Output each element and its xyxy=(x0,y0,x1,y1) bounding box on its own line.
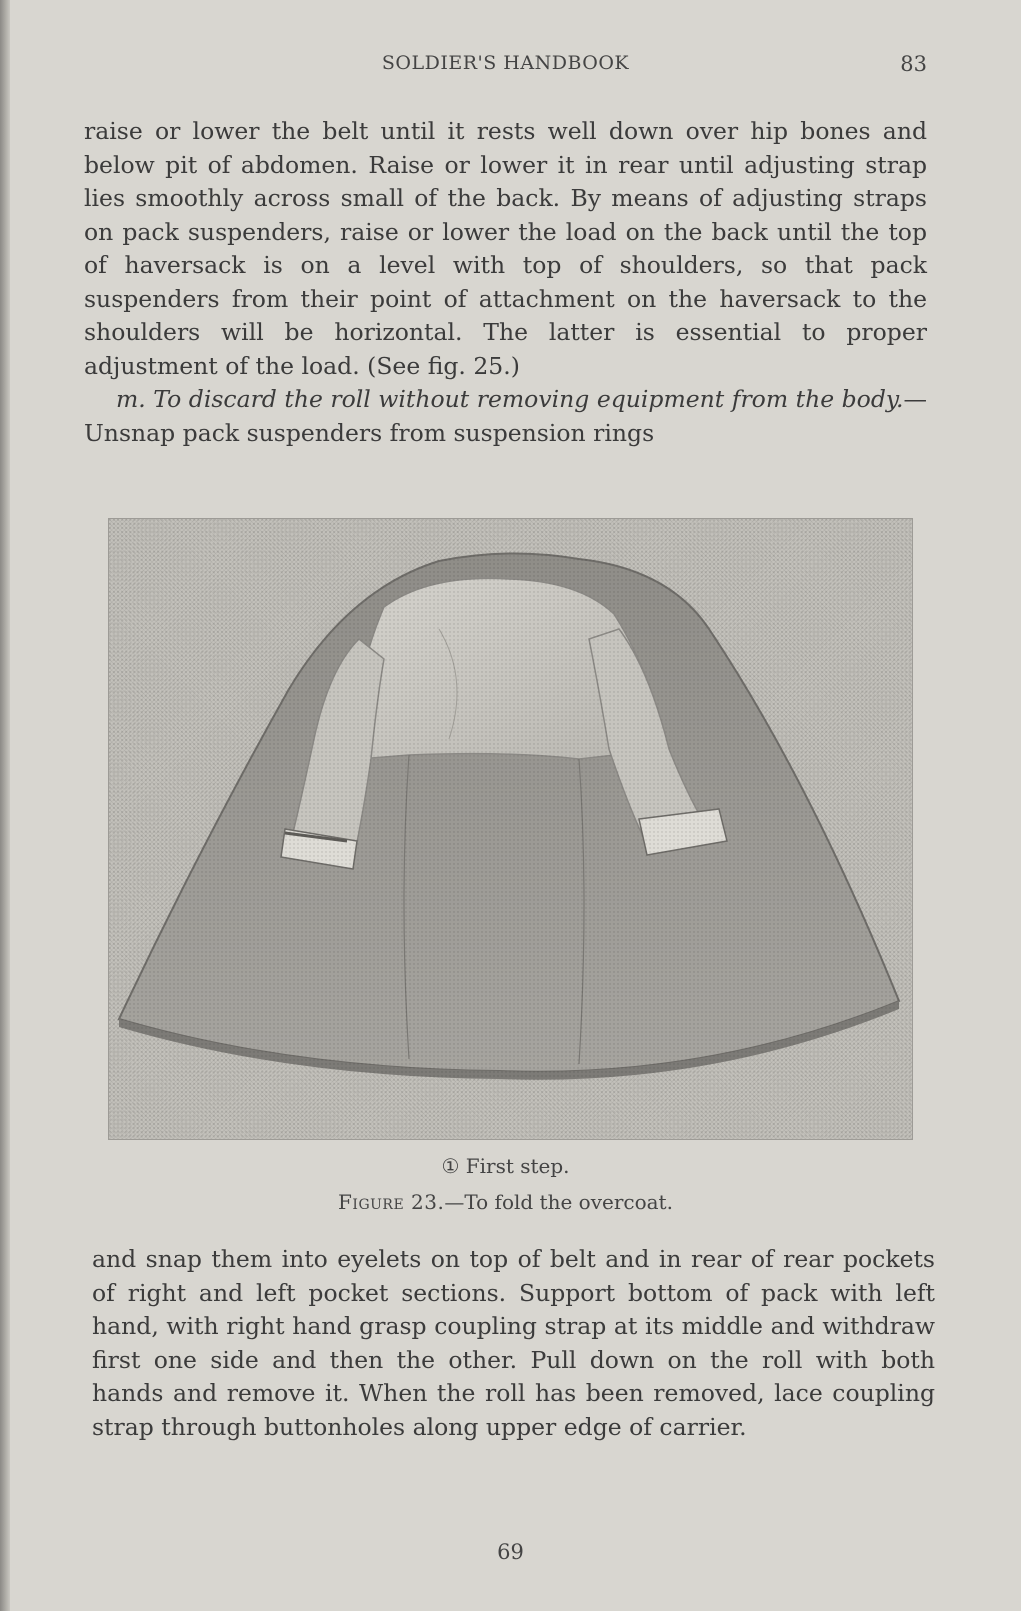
body-text-bottom xyxy=(92,1243,935,1444)
figure-step-caption: ① First step. xyxy=(441,1154,570,1178)
figure-label: Figure 23. xyxy=(338,1190,445,1214)
paragraph-discard-roll-text: —Unsnap pack suspenders from suspension rings xyxy=(84,385,927,447)
running-title: SOLDIER'S HANDBOOK xyxy=(381,52,630,74)
folio-number: 69 xyxy=(497,1540,524,1564)
running-head xyxy=(84,52,927,80)
page-number: 83 xyxy=(900,52,927,76)
figure-caption xyxy=(84,1190,927,1214)
paragraph-remove-roll: and snap them into eyelets on top of belt and in rear of rear pockets of right and left pocket sections. Support bottom of pack with left hand, with right hand grasp coupling strap at its middle and withdraw first one side and then the other. Pull down on the roll with both hands and remove it. When the roll has been removed, lace coupling strap through buttonholes along upper edge of carrier. xyxy=(92,1245,935,1441)
paragraph-belt-adjustment: raise or lower the belt until it rests well down over hip bones and below pit of abdomen. Raise or lower it in rear until adjusting strap lies smoothly across small of the back. By means of adjusting straps on pack suspenders, raise or lower the load on the back until the top of haversack is on a level with top of shoulders, so that pack suspenders from their point of attachment on the haversack to the shoulders will be horizontal. The latter is essential to proper adjustment of the load. (See fig. 25.) xyxy=(84,117,927,380)
section-heading-italic: m. To discard the roll without removing equipment from the body. xyxy=(116,385,904,413)
overcoat-illustration xyxy=(109,519,912,1139)
body-text-top xyxy=(84,115,927,450)
figure-title: —To fold the overcoat. xyxy=(444,1190,673,1214)
paragraph-discard-roll xyxy=(84,383,927,450)
figure-overcoat-photo xyxy=(108,518,913,1140)
